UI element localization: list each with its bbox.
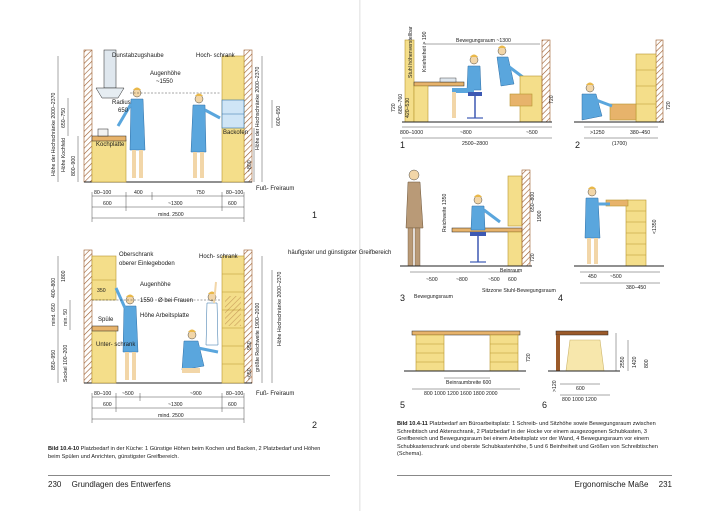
dim-v6-2: Sockel 100–200 [63,344,69,382]
pot [98,129,108,136]
left-fig2 [58,250,272,423]
r2-h3: (1700) [612,141,627,147]
label-hochschrank-2: Hoch- schrank [199,254,238,260]
r2-h1: >1250 [590,130,605,136]
label-fuss-1: Fuß- Freiraum [256,186,295,192]
person-standing-4 [585,187,610,265]
dim-v1-1: Höhe der Hochschränke 2000–2370 [51,92,57,176]
label-radius: Radius [112,100,131,106]
r3-reichweite: Reichweite 1350 [442,193,448,232]
fig-number-right-5: 5 [400,400,406,410]
caption-right [397,421,669,459]
r3-h2: ~800 [456,277,468,283]
r4-h1: 450 [588,274,597,280]
dim-v8-1: ~800 [247,160,253,172]
dim-h8-2: mind. 2500 [158,413,184,419]
r1-v3: 420–530 [405,97,411,118]
fig-number-right-3: 3 [400,293,406,303]
label-arbeitsplatte: Höhe Arbeitsplatte [140,313,190,319]
r4-h2: ~500 [610,274,622,280]
dim-v10-2: ~650 [247,368,253,380]
r1-h2: ~800 [460,130,472,136]
label-augenhoehe-1: Augenhöhe [150,71,181,77]
label-spuele: Spüle [98,317,114,323]
fig-number-left-1: 1 [312,210,318,220]
base-cabinet [92,330,116,383]
dim-h2-2: ~500 [122,391,134,397]
r1-stuhl: Stuhl höhenverstellbar [408,26,414,78]
r1-v2: 680–760 [398,93,404,114]
footer-rule-right [397,475,672,476]
hob [92,136,126,141]
desk-top-1 [414,82,464,86]
r3-h1: ~500 [426,277,438,283]
dim-v6-1: Höhe der Hochschränke 2000–2370 [255,66,261,150]
r3-v1: 1900 [537,210,543,222]
label-augenhoehe-2: Augenhöhe [140,282,171,288]
caption-left-label: Bild 10.4-10 [48,446,80,452]
r3-h3: ~500 [488,277,500,283]
dim-h1-1: 80–100 [94,190,112,196]
r1-kniefreiheit: Kniefreiheit > 190 [422,31,428,72]
caption-left-text: Platzbedarf in der Küche: 1 Günstige Höhen beim Kochen und Backen, 2 Platzbedarf und Höhen beim Spülen und Anrichten, günstigster Greifbereich. [48,446,321,460]
r3-bewegungsraum: Bewegungsraum [414,294,453,300]
right-fig2 [574,40,664,138]
page-number-right: 231 [658,480,672,489]
r6-h1: >120 [552,380,558,392]
dim-v8-2: Höhe Hochschränke 2000–2370 [277,271,283,346]
label-dunstabzug: Dunstabzugshaube [112,53,164,59]
r2-v1: 720 [666,101,672,110]
dim-h7-1: 600 [228,201,237,207]
dim-v1-2: 400–800 [51,277,57,298]
footer-left [48,480,171,489]
r6-v1: 2550 [620,356,626,368]
r5-h1: Beinraumbreite 600 [446,380,492,386]
dim-h8-1: mind. 2500 [158,212,184,218]
r1-bewegungsraum: Bewegungsraum ~1300 [456,38,511,44]
label-backofen: Backofen [223,130,249,136]
person-crouch-2 [582,83,612,121]
dim-h5-1: 600 [103,201,112,207]
footer-right [575,480,672,489]
fig-number-left-2: 2 [312,420,318,430]
r3-beinraum: Beinraum [500,268,523,274]
label-haeufigster: häufigster und günstigster Greifbereich [288,250,392,256]
r5-v1: 720 [526,353,532,362]
label-frauen: Ø bei Frauen [158,298,194,304]
r1-v4: 720 [549,95,555,104]
caption-right-label: Bild 10.4-11 [397,421,428,427]
wall-left [84,50,92,182]
r4-h3: 380–450 [626,285,647,291]
r3-v3: 720 [530,253,536,262]
dim-h5-2: 600 [103,402,112,408]
dim-h3-2: ~900 [190,391,202,397]
dim-v7-1: 600–650 [276,105,282,126]
dim-h2-1: 400 [134,190,143,196]
r6-v3: 800 [644,359,650,368]
dim-v4-2: min. 50 [63,308,69,326]
desk-top-3 [452,228,522,232]
drawer-open [610,104,636,120]
label-radius-val: 650 [118,108,129,114]
r3-v2: 650–800 [530,191,536,212]
r6-h3: 800 1000 1200 [562,397,597,403]
r6-v2: 1420 [632,356,638,368]
fig-number-right-6: 6 [542,400,548,410]
person-reaching-high [206,282,218,345]
label-augen-val-2: 1550 [140,298,154,304]
label-augen-val-1: ~1550 [156,79,173,85]
label-oberschrank: Oberschrank [119,252,154,258]
right-fig4 [574,187,664,284]
fig-number-right-2: 2 [575,140,581,150]
fig-number-right-4: 4 [558,293,564,303]
r1-h3: ~500 [526,130,538,136]
person-baking [191,94,220,179]
r3-sitzzone: Sitzzone Stuhl-Bewegungsraum [482,288,556,294]
dim-v9-2: 950 [247,341,253,350]
label-fuss-2: Fuß- Freiraum [256,391,295,397]
r1-v1: 720 [391,103,397,112]
dim-v4-1: 800–900 [71,155,77,176]
r1-h1: 800–1000 [400,130,424,136]
chair-seat-1 [468,92,482,96]
label-unterschrank: Unter- schrank [96,342,136,348]
page-number-left: 230 [48,480,62,489]
label-einlegeboden: oberer Einlegeboden [119,261,175,267]
dim-h6-1: ~1300 [168,201,183,207]
person-reaching [116,288,138,380]
dim-h4-2: 80–100 [226,391,244,397]
dim-v2-2: 1800 [61,270,67,282]
r5-h2: 800 1000 1200 1600 1800 2000 [424,391,498,397]
label-kochplatte: Kochplatte [96,142,125,148]
caption-right-text: Platzbedarf am Büroarbeitsplatz: 1 Schreib- und Sitzhöhe sowie Bewegungsraum zwischen Schreibtisch und Aktenschrank, 2 Platzbedarf in der Hocke vor einem ausgezogenen Schubkasten, 3 Greifbereich und Bewegungsraum bei einem Arbeitsplatz vor der Wand, 4 Bewegungsraum vor einem Schubkastenschrank und oberste Schubkastenhöhe, 5 und 6 Beinfreiheit und Größen von Schreibtischen (Schema). [397,421,658,458]
r3-h4: 600 [508,277,517,283]
right-fig6 [548,331,628,395]
r6-h2: 600 [576,386,585,392]
dim-v3-2: mind. 650 [51,303,57,326]
dim-v5-2: 850–950 [51,349,57,370]
dim-h7-2: 600 [228,402,237,408]
footer-rule-left [48,475,330,476]
dim-h3-1: 750 [196,190,205,196]
running-title-right: Ergonomische Maße [574,480,649,489]
r2-h2: 380–450 [630,130,651,136]
dim-v7-2: größte Reichweite 1900–2000 [255,302,261,372]
running-title-left: Grundlagen des Entwerfens [71,480,171,489]
caption-left [48,446,328,461]
dim-h6-2: ~1300 [168,402,183,408]
dim-v2-1: 650–750 [61,107,67,128]
dim-v3-1: Höhe Kochfeld [61,137,67,172]
dim-v11-2: 350 [97,288,106,294]
dim-h1-2: 80–100 [94,391,112,397]
desk-top-5 [412,331,520,335]
r1-h4: 2500–2800 [462,141,488,147]
man-standing [406,170,423,266]
right-fig3 [400,170,532,272]
hood-skirt [96,88,124,98]
dim-h4-1: 80–100 [226,190,244,196]
r4-v1: <1350 [652,219,658,234]
fig-number-right-1: 1 [400,140,406,150]
label-hochschrank-1: Hoch- schrank [196,53,235,59]
